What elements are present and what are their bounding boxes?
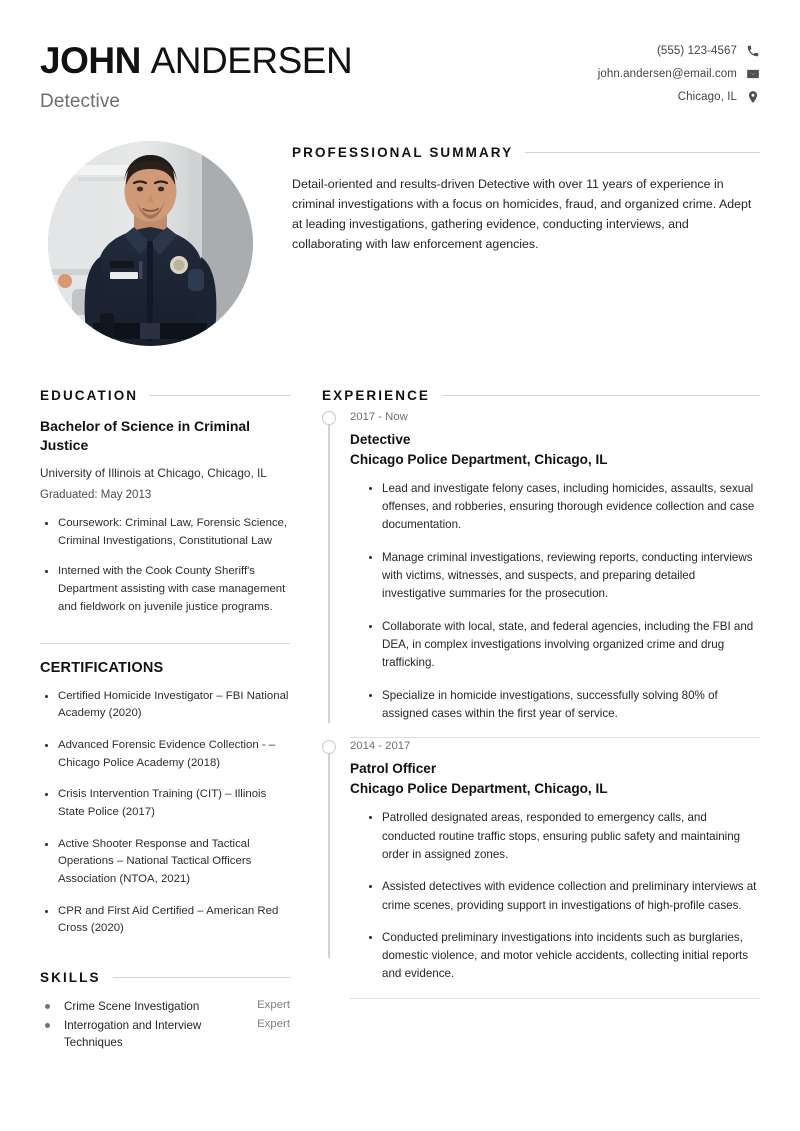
contact-location-text: Chicago, IL: [677, 91, 737, 103]
list-item: Coursework: Criminal Law, Forensic Science, Criminal Investigations, Constitutional Law: [40, 515, 290, 550]
experience-list: [322, 409, 760, 999]
list-item: Assisted detectives with evidence collection and preliminary interviews at crime scenes, providing support in investigations of high-profile cases.: [364, 878, 760, 915]
timeline-dot: [322, 740, 336, 754]
education-bullets: [40, 515, 290, 616]
experience-role: Patrol Officer: [350, 761, 437, 777]
contact-email-text: john.andersen@email.com: [597, 68, 737, 80]
summary-column: [292, 137, 760, 346]
phone-icon: [746, 44, 760, 58]
experience-role: Detective: [350, 431, 411, 447]
last-name: ANDERSEN: [150, 40, 353, 81]
skills-heading: [40, 970, 290, 985]
intro-section: [40, 137, 760, 346]
resume-header: [40, 0, 760, 113]
location-pin-icon: [746, 90, 760, 104]
contact-email[interactable]: [598, 67, 760, 81]
timeline-line: [328, 417, 330, 723]
skills-list: [40, 999, 290, 1051]
skills-heading-text: SKILLS: [40, 969, 101, 985]
list-item: Manage criminal investigations, reviewing reports, conducting interviews with victims, witnesses, and suspects, and preparing detailed investigative summaries for the prosecution.: [364, 549, 760, 604]
list-item: CPR and First Aid Certified – American Red Cross (2020): [40, 903, 290, 938]
certifications-section: [40, 643, 290, 938]
contact-phone[interactable]: [657, 44, 760, 58]
list-item: Lead and investigate felony cases, including homicides, assaults, sexual offenses, and robberies, ensuring thorough evidence collection and case documentation.: [364, 480, 760, 535]
page-title: [40, 42, 352, 81]
avatar: [48, 141, 253, 346]
experience-heading: [322, 388, 760, 403]
experience-separator: [350, 998, 760, 999]
list-item: Patrolled designated areas, responded to emergency calls, and conducted routine traffic stops, ensuring public safety and maintaining order in assigned zones.: [364, 809, 760, 864]
summary-heading: [292, 145, 760, 160]
main-columns: [40, 388, 760, 1054]
certifications-heading: [40, 660, 290, 676]
left-column: [40, 388, 290, 1054]
education-graduated: Graduated: May 2013: [40, 489, 152, 502]
list-item: Advanced Forensic Evidence Collection - – Chicago Police Academy (2018): [40, 737, 290, 772]
skill-name: Interrogation and Interview Techniques: [40, 1018, 247, 1051]
skills-section: [40, 970, 290, 1051]
first-name: JOHN: [40, 40, 141, 81]
list-item: Certified Homicide Investigator – FBI National Academy (2020): [40, 688, 290, 723]
list-item: Active Shooter Response and Tactical Operations – National Tactical Officers Association (NTOA, 2021): [40, 836, 290, 889]
list-item: Crisis Intervention Training (CIT) – Illinois State Police (2017): [40, 786, 290, 821]
education-degree: Bachelor of Science in Criminal Justice: [40, 417, 251, 453]
summary-text: Detail-oriented and results-driven Detective with over 11 years of experience in criminal investigations with a focus on homicides, fraud, and organized crime. Adept at leading investigations, gathering evidence, conducting interviews, and collaborating with law enforcement agencies.: [292, 176, 752, 252]
list-item: Interned with the Cook County Sheriff's Department assisting with case management and fieldwork on juvenile justice programs.: [40, 563, 290, 616]
experience-bullets: [350, 480, 760, 723]
heading-rule: [150, 395, 290, 396]
education-section: [40, 388, 290, 617]
right-column: [322, 388, 760, 999]
experience-heading-text: EXPERIENCE: [322, 387, 431, 403]
heading-rule: [113, 977, 290, 978]
experience-item: [322, 409, 760, 723]
education-heading: [40, 388, 290, 403]
contact-phone-text: (555) 123-4567: [656, 45, 737, 57]
job-title: Detective: [40, 90, 121, 112]
photo-column: [40, 137, 260, 346]
skill-name: Crime Scene Investigation: [40, 999, 247, 1015]
list-item: Conducted preliminary investigations into incidents such as burglaries, domestic violence, and motor vehicle accidents, collecting initial reports and evidence.: [364, 929, 760, 984]
experience-company: Chicago Police Department, Chicago, IL: [350, 451, 608, 467]
list-item: Specialize in homicide investigations, successfully solving 80% of assigned cases within the first year of service.: [364, 687, 760, 724]
experience-dates: 2017 - Now: [350, 410, 408, 423]
experience-company: Chicago Police Department, Chicago, IL: [350, 781, 608, 797]
contact-location[interactable]: [678, 90, 760, 104]
skill-level: Expert: [257, 1018, 290, 1031]
contact-list: [598, 36, 760, 104]
list-item: [40, 1018, 290, 1051]
section-divider: [40, 643, 290, 644]
certifications-heading-text: CERTIFICATIONS: [40, 659, 164, 676]
certifications-list: [40, 688, 290, 938]
skill-level: Expert: [257, 998, 290, 1011]
summary-heading-text: PROFESSIONAL SUMMARY: [292, 144, 514, 160]
experience-dates: 2014 - 2017: [350, 740, 411, 753]
list-item: Collaborate with local, state, and federal agencies, including the FBI and DEA, in complex investigations involving organized crime and drug trafficking.: [364, 618, 760, 673]
experience-bullets: [350, 809, 760, 984]
name-block: [40, 36, 352, 113]
heading-rule: [442, 395, 760, 396]
heading-rule: [525, 152, 760, 153]
email-icon: [746, 67, 760, 81]
education-school: University of Illinois at Chicago, Chicago, IL: [40, 465, 267, 480]
timeline-line: [328, 746, 330, 958]
portrait-police-officer-image: [48, 141, 253, 346]
education-heading-text: EDUCATION: [40, 387, 139, 403]
timeline-dot: [322, 411, 336, 425]
experience-item: [322, 738, 760, 984]
list-item: [40, 999, 290, 1015]
